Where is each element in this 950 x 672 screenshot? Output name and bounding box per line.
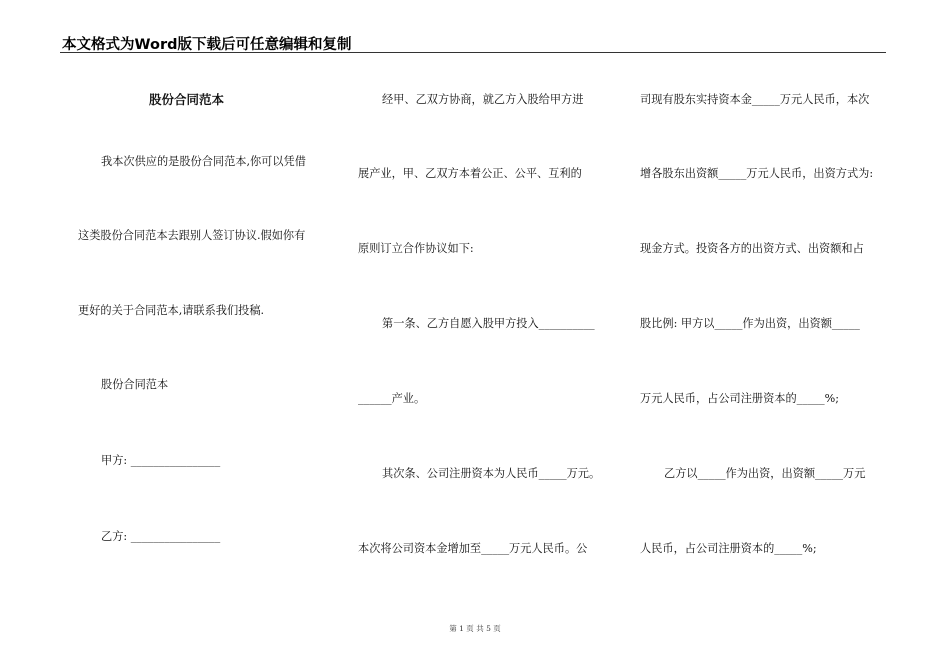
clause-line: 其次条、公司注册资本为人民币_____万元。 [382,467,601,480]
party-b-line: 乙方: ________________ [101,530,221,543]
text-line: 人民币，占公司注册资本的_____%; [640,542,817,555]
header-divider [60,52,886,53]
text-line: 原则订立合作协议如下: [358,242,474,255]
text-line: ______产业。 [358,392,426,405]
text-line: 司现有股东实持资本金_____万元人民币，本次 [640,93,870,106]
text-line: 本次将公司资本金增加至_____万元人民币。公 [358,542,588,555]
page-footer: 第 1 页 共 5 页 [449,624,501,633]
text-line: 这类股份合同范本去跟别人签订协议.假如你有 [78,229,306,242]
document-title: 股份合同范本 [149,92,225,107]
text-line: 增各股东出资额_____万元人民币，出资方式为: [640,167,874,180]
text-line: 更好的关于合同范本,请联系我们投稿. [78,304,265,317]
section-heading: 股份合同范本 [101,378,169,391]
text-line: 我本次供应的是股份合同范本,你可以凭借 [101,155,306,168]
clause-line: 第一条、乙方自愿入股甲方投入__________ [382,317,595,330]
text-line: 股比例: 甲方以_____作为出资，出资额_____ [640,317,860,330]
text-line: 现金方式。投资各方的出资方式、出资额和占 [640,242,864,255]
text-line: 万元人民币，占公司注册资本的_____%; [640,392,839,405]
party-a-line: 甲方: ________________ [101,454,221,467]
text-line: 乙方以_____作为出资，出资额_____万元 [664,467,866,480]
text-line: 展产业，甲、乙双方本着公正、公平、互利的 [358,167,582,180]
document-header: 本文格式为Word版下载后可任意编辑和复制 [62,37,352,53]
text-line: 经甲、乙双方协商，就乙方入股给甲方进 [382,93,584,106]
